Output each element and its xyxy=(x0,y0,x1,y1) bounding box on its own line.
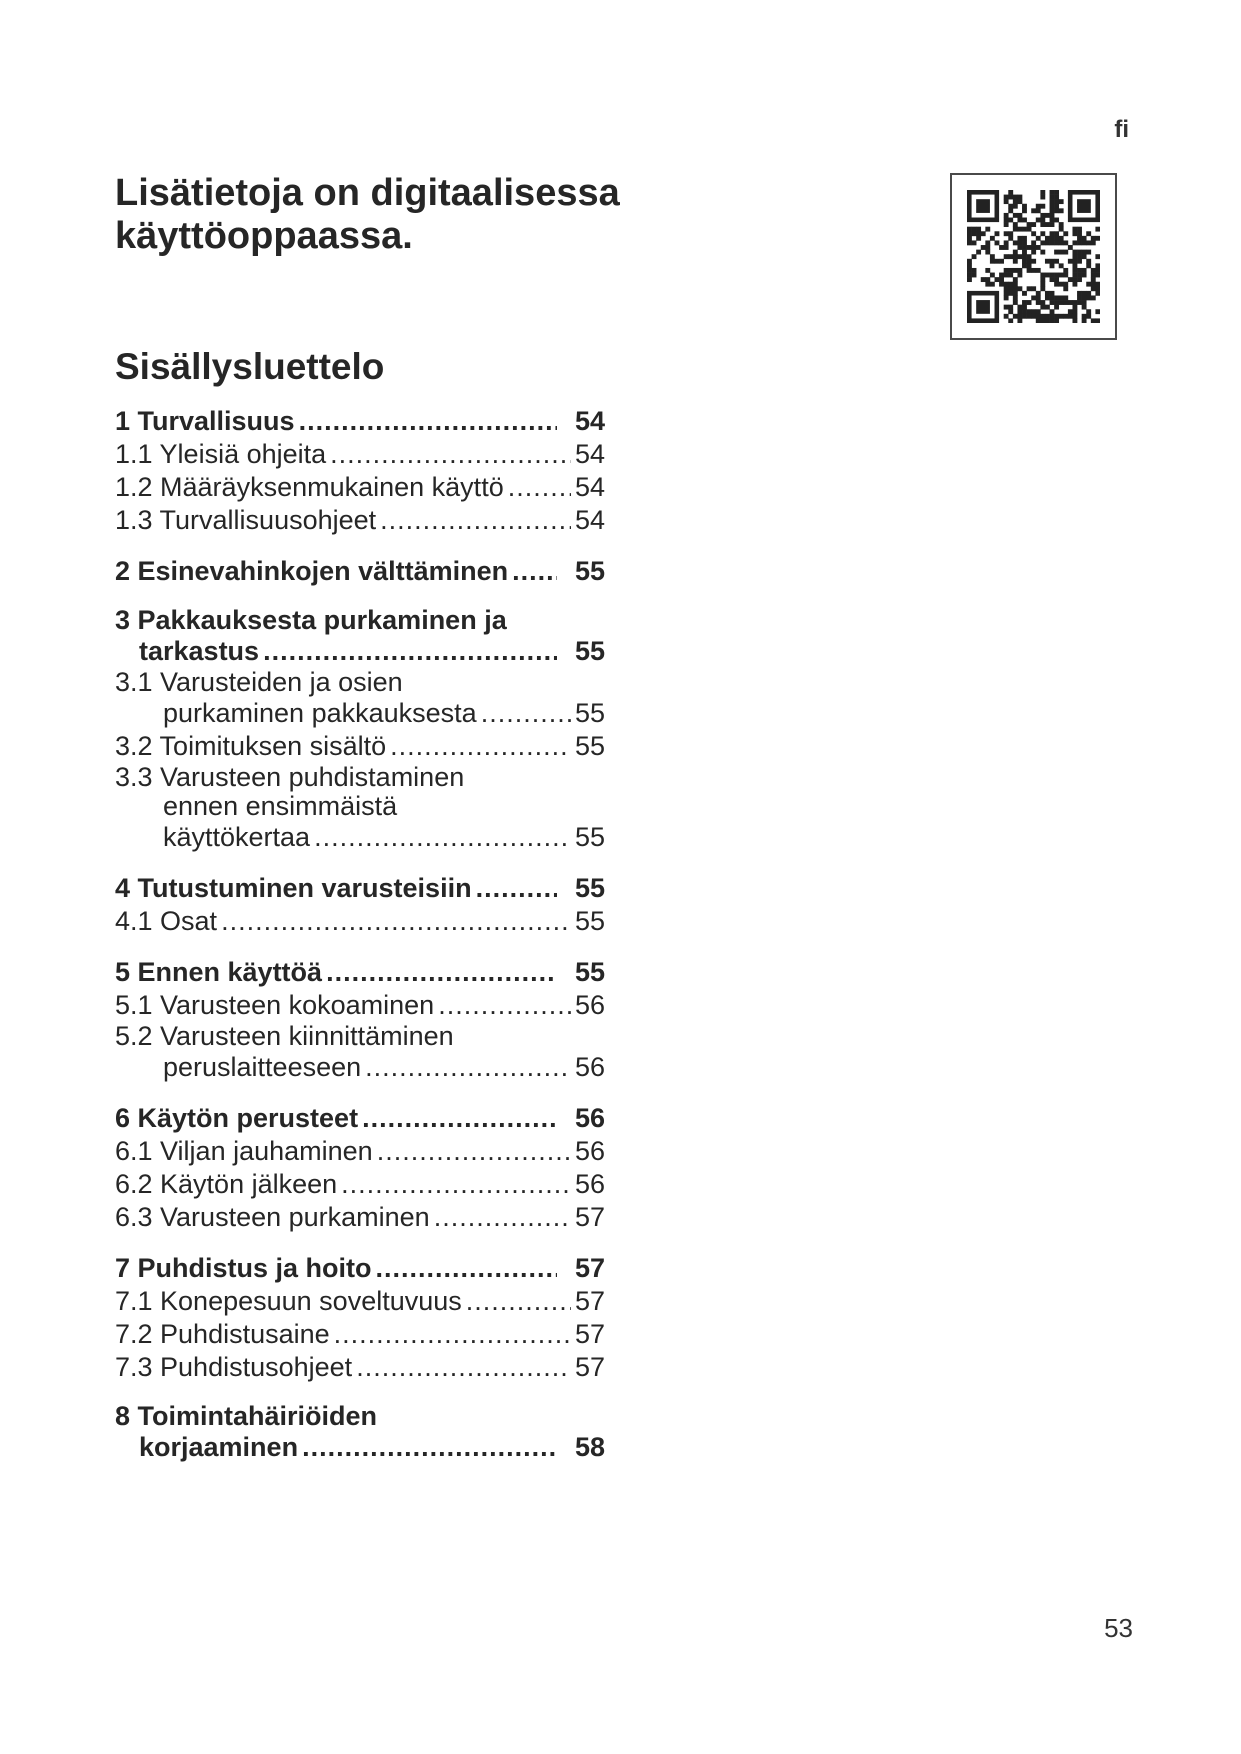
dot-leader xyxy=(481,697,571,730)
headline xyxy=(115,172,620,258)
toc-title: Sisällysluettelo xyxy=(115,346,385,387)
toc-entry-title: korjaaminen xyxy=(139,1432,299,1462)
dot-leader xyxy=(263,635,557,668)
toc-subentry-title: 1.2 Määräyksenmukainen käyttö xyxy=(115,472,504,502)
toc-subentry-page: 57 xyxy=(574,1202,605,1232)
toc-subentry-page: 57 xyxy=(574,1286,605,1316)
headline-line: käyttöoppaassa. xyxy=(115,215,413,257)
dot-leader xyxy=(512,555,557,588)
toc-entry[interactable] xyxy=(115,635,605,668)
dot-leader xyxy=(438,989,571,1022)
dot-leader xyxy=(314,821,571,854)
toc-section xyxy=(115,1102,605,1234)
dot-leader xyxy=(221,905,571,938)
toc-subentry[interactable] xyxy=(115,1135,605,1168)
toc-section xyxy=(115,606,605,854)
toc-entry-page: 55 xyxy=(574,556,605,586)
toc-subentry-page: 55 xyxy=(574,822,605,852)
toc-subentry[interactable] xyxy=(115,1285,605,1318)
toc-entry-page: 57 xyxy=(574,1253,605,1283)
toc-subentry[interactable] xyxy=(115,1318,605,1351)
toc-subentry-title: 6.1 Viljan jauhaminen xyxy=(115,1136,373,1166)
dot-leader xyxy=(466,1285,571,1318)
toc-entry-title: 6 Käytön perusteet xyxy=(115,1103,359,1133)
toc-subentry-page: 56 xyxy=(574,990,605,1020)
toc-entry-page: 55 xyxy=(574,957,605,987)
toc-subentry-title-line[interactable]: 3.3 Varusteen puhdistaminen xyxy=(115,762,465,792)
toc-entry-title: tarkastus xyxy=(139,636,260,666)
toc-subentry-page: 55 xyxy=(574,906,605,936)
dot-leader xyxy=(299,405,557,438)
toc-subentry-title-line[interactable]: 3.1 Varusteiden ja osien xyxy=(115,667,403,697)
dot-leader xyxy=(330,438,571,471)
toc-subentry[interactable] xyxy=(115,1351,605,1384)
toc-subentry[interactable] xyxy=(115,821,605,854)
toc-subentry-title: 1.3 Turvallisuusohjeet xyxy=(115,505,377,535)
toc-subentry-title: 7.3 Puhdistusohjeet xyxy=(115,1352,353,1382)
toc-subentry-title: 7.1 Konepesuun soveltuvuus xyxy=(115,1286,462,1316)
toc-entry-title: 5 Ennen käyttöä xyxy=(115,957,323,987)
dot-leader xyxy=(356,1351,571,1384)
page-number: 53 xyxy=(1104,1613,1133,1643)
dot-leader xyxy=(365,1051,571,1084)
toc-subentry[interactable] xyxy=(115,905,605,938)
toc-subentry-title: 6.3 Varusteen purkaminen xyxy=(115,1202,430,1232)
toc-entry-title-line[interactable]: 3 Pakkauksesta purkaminen ja xyxy=(115,605,507,635)
toc-entry[interactable] xyxy=(115,1431,605,1464)
qr-code-icon xyxy=(967,190,1100,323)
toc-subentry-page: 56 xyxy=(574,1169,605,1199)
toc-entry-title: 7 Puhdistus ja hoito xyxy=(115,1253,372,1283)
toc-subentry-title: 6.2 Käytön jälkeen xyxy=(115,1169,338,1199)
toc-entry[interactable] xyxy=(115,956,605,989)
toc-subentry[interactable] xyxy=(115,1201,605,1234)
dot-leader xyxy=(390,730,571,763)
toc-section xyxy=(115,405,605,537)
toc-subentry-title: 3.2 Toimituksen sisältö xyxy=(115,731,387,761)
toc-section xyxy=(115,956,605,1084)
table-of-contents xyxy=(115,405,605,1482)
toc-entry-title-line[interactable]: 8 Toimintahäiriöiden xyxy=(115,1401,378,1431)
dot-leader xyxy=(376,1252,557,1285)
qr-code xyxy=(950,173,1117,340)
dot-leader xyxy=(341,1168,571,1201)
toc-subentry-page: 54 xyxy=(574,439,605,469)
toc-subentry[interactable] xyxy=(115,438,605,471)
toc-subentry-title-line[interactable]: ennen ensimmäistä xyxy=(163,791,398,821)
dot-leader xyxy=(302,1431,557,1464)
dot-leader xyxy=(476,872,557,905)
toc-entry-title: 4 Tutustuminen varusteisiin xyxy=(115,873,472,903)
toc-subentry-page: 57 xyxy=(574,1352,605,1382)
toc-section xyxy=(115,555,605,588)
toc-entry-page: 56 xyxy=(574,1103,605,1133)
toc-subentry-page: 55 xyxy=(574,731,605,761)
toc-entry[interactable] xyxy=(115,1102,605,1135)
toc-entry-page: 58 xyxy=(574,1432,605,1462)
dot-leader xyxy=(334,1318,571,1351)
toc-subentry[interactable] xyxy=(115,1051,605,1084)
toc-subentry-page: 56 xyxy=(574,1052,605,1082)
toc-entry-title: 1 Turvallisuus xyxy=(115,406,295,436)
toc-entry[interactable] xyxy=(115,405,605,438)
toc-subentry-page: 57 xyxy=(574,1319,605,1349)
toc-subentry[interactable] xyxy=(115,730,605,763)
toc-entry[interactable] xyxy=(115,555,605,588)
toc-subentry-page: 54 xyxy=(574,505,605,535)
toc-subentry-page: 54 xyxy=(574,472,605,502)
toc-subentry[interactable] xyxy=(115,504,605,537)
toc-subentry[interactable] xyxy=(115,697,605,730)
toc-subentry-page: 56 xyxy=(574,1136,605,1166)
dot-leader xyxy=(508,471,571,504)
toc-subentry-title: 1.1 Yleisiä ohjeita xyxy=(115,439,327,469)
toc-subentry[interactable] xyxy=(115,471,605,504)
toc-subentry-title: purkaminen pakkauksesta xyxy=(163,698,477,728)
toc-subentry-title: 4.1 Osat xyxy=(115,906,218,936)
toc-subentry-title: 7.2 Puhdistusaine xyxy=(115,1319,330,1349)
toc-subentry-page: 55 xyxy=(574,698,605,728)
dot-leader xyxy=(380,504,571,537)
headline-line: Lisätietoja on digitaalisessa xyxy=(115,172,620,214)
toc-entry[interactable] xyxy=(115,1252,605,1285)
toc-subentry-title: peruslaitteeseen xyxy=(163,1052,362,1082)
toc-subentry[interactable] xyxy=(115,1168,605,1201)
toc-section xyxy=(115,1252,605,1384)
dot-leader xyxy=(434,1201,571,1234)
toc-section xyxy=(115,1402,605,1464)
toc-entry-page: 54 xyxy=(574,406,605,436)
toc-entry-title: 2 Esinevahinkojen välttäminen xyxy=(115,556,509,586)
toc-entry[interactable] xyxy=(115,872,605,905)
dot-leader xyxy=(377,1135,571,1168)
toc-entry-page: 55 xyxy=(574,636,605,666)
language-tag: fi xyxy=(1114,116,1129,143)
toc-section xyxy=(115,872,605,938)
toc-entry-page: 55 xyxy=(574,873,605,903)
toc-subentry-title: 5.1 Varusteen kokoaminen xyxy=(115,990,435,1020)
toc-subentry-title: käyttökertaa xyxy=(163,822,311,852)
toc-subentry[interactable] xyxy=(115,989,605,1022)
dot-leader xyxy=(362,1102,557,1135)
toc-subentry-title-line[interactable]: 5.2 Varusteen kiinnittäminen xyxy=(115,1021,454,1051)
dot-leader xyxy=(326,956,557,989)
